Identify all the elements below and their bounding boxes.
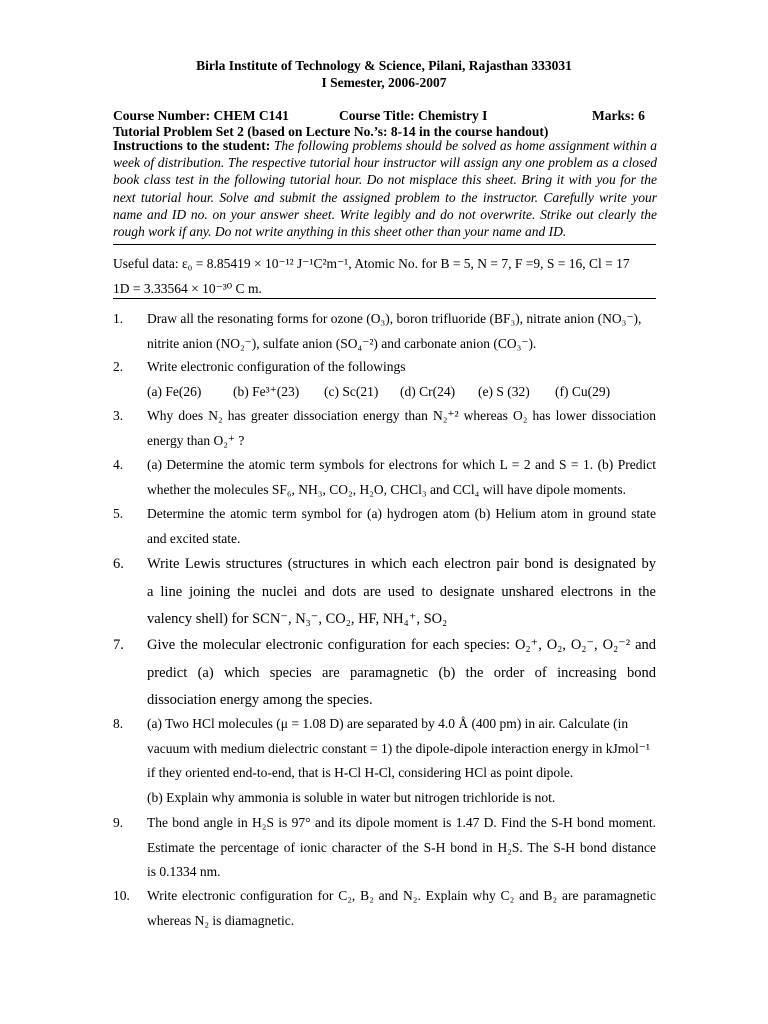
answer-option: (a) Fe(26) [147, 383, 202, 399]
answer-option: (e) S (32) [478, 383, 530, 399]
problem-set-title: Tutorial Problem Set 2 (based on Lecture No.’s: 8-14 in the course handout) [113, 124, 549, 139]
question-number: 10. [113, 888, 130, 903]
answer-option: (f) Cu(29) [555, 383, 611, 399]
question-line: The bond angle in H₂S is 97° and its dipole moment is 1.47 D. Find the S-H bond moment. [147, 815, 656, 830]
question-line: a line joining the nuclei and dots are used to designate unshared electrons in the [147, 583, 656, 600]
question-line: energy than O₂⁺ ? [147, 432, 245, 448]
question-number: 2. [113, 359, 124, 374]
question-text [147, 307, 656, 356]
useful-data-line-1: Useful data: ε₀ = 8.85419 × 10⁻¹² J⁻¹C²m⁻¹, Atomic No. for B = 5, N = 7, F =9, S = 16, Cl = 17 [113, 256, 630, 271]
question-line: whether the molecules SF₆, NH₃, CO₂, H₂O, CHCl₃ and CCl₄ will have dipole moments. [147, 481, 626, 497]
question-text [147, 404, 656, 453]
course-title: Course Title: Chemistry I [339, 108, 488, 123]
answer-option: (b) Fe³⁺(23) [233, 383, 300, 399]
question-text [147, 712, 656, 810]
question-line: Draw all the resonating forms for ozone (O₃), boron trifluoride (BF₃), nitrate anion (NO₃⁻), [147, 311, 642, 326]
answer-option: (d) Cr(24) [400, 383, 456, 399]
question-number: 7. [113, 637, 124, 653]
divider-top [113, 244, 656, 245]
question-line: Write electronic configuration of the followings [147, 359, 406, 374]
question-line: Write Lewis structures (structures in which each electron pair bond is designated by [147, 556, 656, 572]
question-text [147, 632, 656, 715]
question-text [147, 502, 656, 551]
question-line: nitrite anion (NO₂⁻), sulfate anion (SO₄⁻²) and carbonate anion (CO₃⁻). [147, 335, 537, 351]
question-number: 4. [113, 457, 124, 472]
course-number: Course Number: CHEM C141 [113, 108, 289, 123]
question-line: vacuum with medium dielectric constant = 1) the dipole-dipole interaction energy in kJmol⁻¹ [147, 740, 650, 756]
question-text [147, 453, 656, 502]
question-line: Write electronic configuration for C₂, B₂ and N₂. Explain why C₂ and B₂ are paramagnetic [147, 888, 656, 903]
instructions-label: Instructions to the student: [113, 138, 271, 153]
marks: Marks: 6 [592, 108, 645, 123]
question-line: and excited state. [147, 530, 241, 546]
useful-data-line-2: 1D = 3.33564 × 10⁻³⁰ C m. [113, 281, 262, 296]
question-number: 6. [113, 556, 124, 572]
divider-bottom [113, 298, 656, 299]
question-line: (b) Explain why ammonia is soluble in water but nitrogen trichloride is not. [147, 789, 556, 805]
instructions-block [113, 137, 657, 240]
question-line: (a) Determine the atomic term symbols for electrons for which L = 2 and S = 1. (b) Predict [147, 457, 656, 472]
question-text [147, 355, 656, 404]
question-line: dissociation energy among the species. [147, 692, 373, 708]
question-number: 5. [113, 506, 124, 521]
question-line: Determine the atomic term symbol for (a) hydrogen atom (b) Helium atom in ground state [147, 506, 656, 521]
question-number: 3. [113, 408, 124, 423]
question-line: (a) Two HCl molecules (μ = 1.08 D) are separated by 4.0 Å (400 pm) in air. Calculate (in [147, 716, 629, 731]
question-line: whereas N₂ is diamagnetic. [147, 912, 295, 928]
question-text [147, 884, 656, 933]
question-text [147, 811, 656, 885]
question-number: 9. [113, 815, 124, 830]
question-line: Give the molecular electronic configuration for each species: O₂⁺, O₂, O₂⁻, O₂⁻² and [147, 637, 656, 653]
question-text [147, 551, 656, 634]
question-number: 1. [113, 311, 124, 326]
answer-options [147, 380, 656, 405]
question-line: if they oriented end-to-end, that is H-Cl H-Cl, considering HCl as point dipole. [147, 765, 574, 780]
question-line: valency shell) for SCN⁻, N₃⁻, CO₂, HF, NH₄⁺, SO₂ [147, 611, 448, 627]
instructions-text: The following problems should be solved as home assignment within a week of distribution. The respective tutorial hour instructor will assign any one problem as a closed book class test in the following tutorial hour. Do not misplace this sheet. Bring it with you for the next tutorial hour. Solve and submit the assigned problem to the instructor. Carefully write your name and ID no. on your answer sheet. Write legibly and do not overwrite. Strike out clearly the rough work if any. Do not write anything in this sheet other than your name and ID. [113, 138, 658, 240]
question-line: Why does N₂ has greater dissociation energy than N₂⁺² whereas O₂ has lower dissociation [147, 408, 656, 423]
question-line: Estimate the percentage of ionic character of the S-H bond in H₂S. The S-H bond distance [147, 839, 656, 855]
question-number: 8. [113, 716, 124, 731]
question-line: is 0.1334 nm. [147, 864, 221, 879]
question-line: predict (a) which species are paramagnetic (b) the order of increasing bond [147, 664, 656, 681]
semester-line: I Semester, 2006-2007 [321, 75, 447, 90]
institute-name: Birla Institute of Technology & Science, Pilani, Rajasthan 333031 [196, 58, 572, 73]
answer-option: (c) Sc(21) [324, 383, 379, 399]
